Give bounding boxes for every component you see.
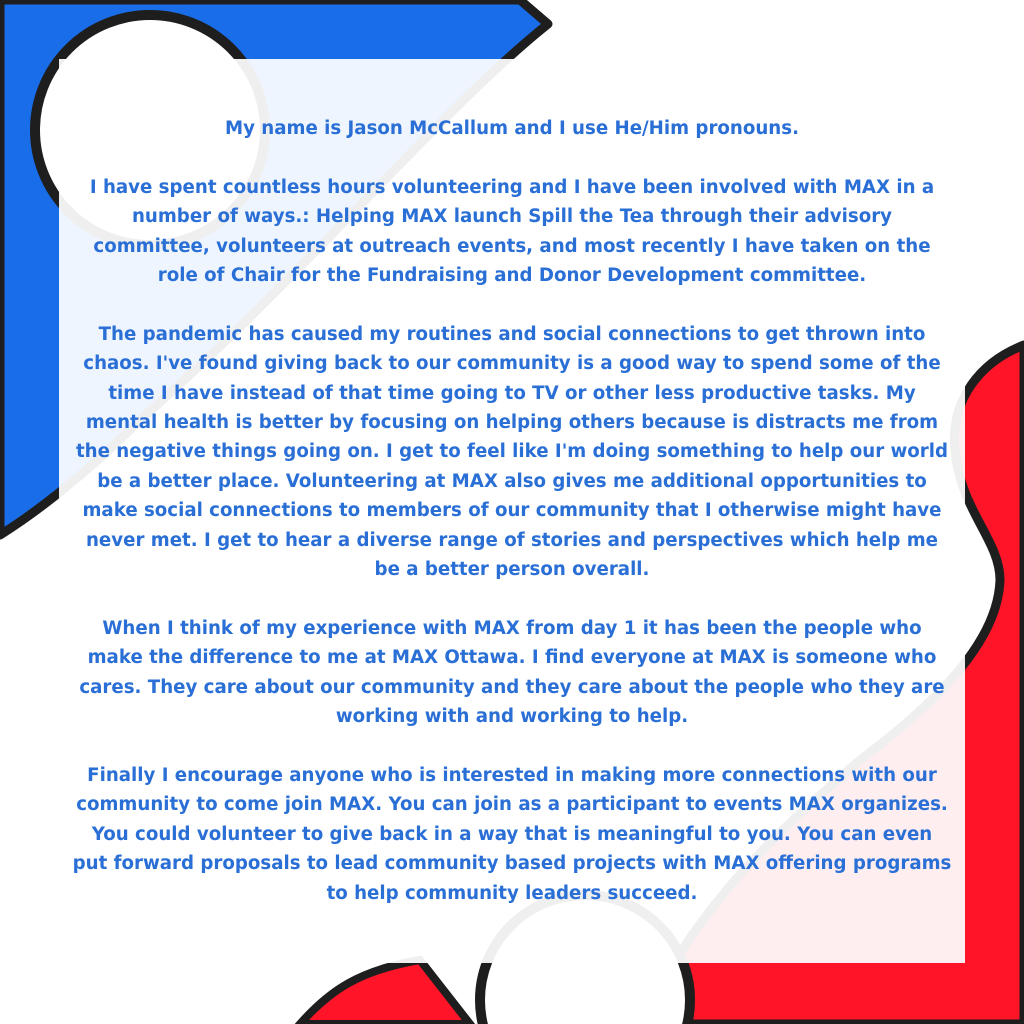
pandemic-paragraph: The pandemic has caused my routines and social connections to get thrown into chaos. I've found giving back to our community is a good way to spend some of the time I have instead of that time going to TV or other less productive tasks. My mental health is better by focusing on helping others because is distracts me from the negative things going on. I get to feel like I'm doing something to help our world be a better place. Volunteering at MAX also gives me additional opportunities to make social connections to members of our community that I otherwise might have never met. I get to hear a diverse range of stories and perspectives which help me be a better person overall.: [75, 323, 949, 581]
testimonial-text: [72, 114, 952, 908]
experience-paragraph: When I think of my experience with MAX from day 1 it has been the people who make the difference to me at MAX Ottawa. I find everyone at MAX is someone who cares. They care about our community and they care about the people who they are working with and working to help.: [79, 617, 945, 728]
volunteering-paragraph: I have spent countless hours volunteering and I have been involved with MAX in a number of ways.: Helping MAX launch Spill the Tea through their advisory committee, volunteers at outreach events, and most recently I have taken on the role of Chair for the Fundraising and Donor Development committee.: [89, 176, 935, 287]
red-bottom-shape: [300, 960, 470, 1024]
closing-paragraph: Finally I encourage anyone who is interested in making more connections with our community to come join MAX. You can join as a participant to events MAX organizes. You could volunteer to give back in a way that is meaningful to you. You can even put forward proposals to lead community based projects with MAX offering programs to help community leaders succeed.: [72, 764, 952, 904]
intro-paragraph: My name is Jason McCallum and I use He/Him pronouns.: [225, 118, 799, 139]
